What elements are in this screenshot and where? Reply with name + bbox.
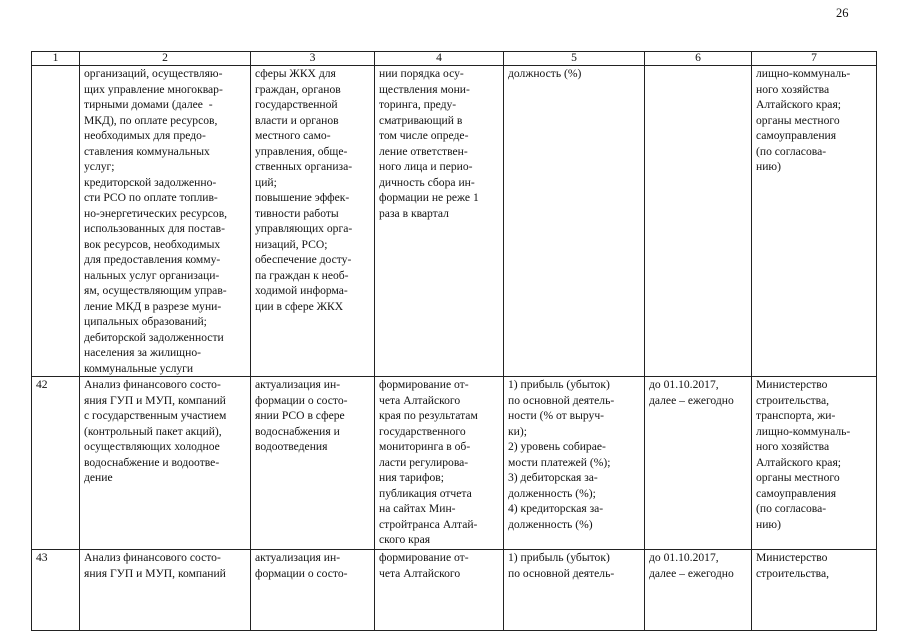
cell-text-line: на сайтах Мин- xyxy=(379,502,456,515)
cell-text-line: по основной деятель- xyxy=(508,393,615,407)
cell-text-line: ного хозяйства xyxy=(756,82,830,96)
cell-text-line: управления, обще- xyxy=(255,144,348,158)
cell-text-line: сти РСО по оплате топлив- xyxy=(84,191,218,204)
cell-text-line: до 01.10.2017, xyxy=(649,378,719,391)
cell-text-line: населения за жилищно- xyxy=(84,346,201,359)
cell-text-line: ществления мони- xyxy=(379,82,470,96)
cell-text-line: транспорта, жи- xyxy=(756,409,836,422)
cell-text-line: осуществляющих холодное xyxy=(84,440,220,453)
cell-text-line: с государственным участием xyxy=(84,409,227,422)
measure-cell xyxy=(80,66,251,377)
cell-text-line: нии порядка осу- xyxy=(379,67,464,80)
cell-text-line: 2) уровень собирае- xyxy=(508,440,606,453)
cell-text-line: нию) xyxy=(756,517,781,531)
cell-text-line: формации о состо- xyxy=(255,566,348,580)
header-cell-3: 3 xyxy=(251,52,375,66)
cell-text-line: па граждан к необ- xyxy=(255,268,349,282)
cell-text-line: но-энергетических ресурсов, xyxy=(84,206,228,220)
indicator-cell xyxy=(504,377,645,550)
cell-text-line: раза в квартал xyxy=(379,206,449,220)
cell-text-line: яния ГУП и МУП, компаний xyxy=(84,566,226,580)
row-number-cell: 42 xyxy=(32,377,80,550)
cell-text-line: мости платежей (%); xyxy=(508,455,611,469)
responsible-cell xyxy=(752,377,877,550)
cell-text-line: ласти регулирова- xyxy=(379,455,469,469)
cell-text-line: (по согласова- xyxy=(756,144,827,158)
cell-text-line: ходимой информа- xyxy=(255,284,348,297)
cell-text-line: обеспечение досту- xyxy=(255,253,352,266)
cell-text-line: ции в сфере ЖКХ xyxy=(255,299,344,313)
cell-text-line: щих управление многоквар- xyxy=(84,82,223,96)
cell-text-line: строительства, xyxy=(756,566,830,580)
cell-text-line: водоснабжения и xyxy=(255,424,340,438)
cell-text-line: для предоставления комму- xyxy=(84,253,221,266)
cell-text-line: ственных организа- xyxy=(255,160,353,173)
cell-text-line: чета Алтайского xyxy=(379,393,461,407)
cell-text-line: чета Алтайского xyxy=(379,566,461,580)
cell-text-line: 4) кредиторская за- xyxy=(508,502,604,515)
table-row xyxy=(32,66,877,377)
cell-text-line: (по согласова- xyxy=(756,502,827,515)
responsible-cell xyxy=(752,550,877,631)
cell-text-line: Алтайского края; xyxy=(756,455,841,469)
cell-text-line: ского края xyxy=(379,533,431,546)
measures-table xyxy=(31,51,877,631)
cell-text-line: далее – ежегодно xyxy=(649,566,734,580)
purpose-cell xyxy=(251,550,375,631)
cell-text-line: 1) прибыль (убыток) xyxy=(508,551,610,564)
deadline-cell xyxy=(645,377,752,550)
cell-text-line: тивности работы xyxy=(255,206,339,220)
cell-text-line: 3) дебиторская за- xyxy=(508,471,598,484)
cell-text-line: необходимых для предо- xyxy=(84,129,206,142)
header-cell-6: 6 xyxy=(645,52,752,66)
cell-text-line: дебиторской задолженности xyxy=(84,330,224,344)
cell-text-line: водоотведения xyxy=(255,440,328,453)
cell-text-line: граждан, органов xyxy=(255,82,341,96)
measure-cell xyxy=(80,550,251,631)
cell-text-line: сматривающий в xyxy=(379,113,463,127)
column-number-header-row xyxy=(32,52,877,66)
cell-text-line: власти и органов xyxy=(255,113,339,127)
cell-text-line: государственной xyxy=(255,98,338,111)
result-cell xyxy=(375,550,504,631)
indicator-cell xyxy=(504,66,645,377)
cell-text-line: торинга, преду- xyxy=(379,98,457,111)
cell-text-line: строительства, xyxy=(756,393,830,407)
cell-text-line: актуализация ин- xyxy=(255,378,341,391)
cell-text-line: ципальных образований; xyxy=(84,315,207,328)
result-cell xyxy=(375,377,504,550)
cell-text-line: (контрольный пакет акций), xyxy=(84,424,222,438)
cell-text-line: далее – ежегодно xyxy=(649,393,734,407)
cell-text-line: лищно-коммуналь- xyxy=(756,67,851,80)
cell-text-line: публикация отчета xyxy=(379,486,472,500)
cell-text-line: дение xyxy=(84,471,113,484)
header-cell-7: 7 xyxy=(752,52,877,66)
cell-text-line: ного хозяйства xyxy=(756,440,830,453)
responsible-cell xyxy=(752,66,877,377)
purpose-cell xyxy=(251,377,375,550)
result-cell xyxy=(375,66,504,377)
cell-text-line: по основной деятель- xyxy=(508,566,615,580)
cell-text-line: формирование от- xyxy=(379,378,469,391)
cell-text-line: ного лица и перио- xyxy=(379,160,473,173)
cell-text-line: мониторинга в об- xyxy=(379,440,471,453)
cell-text-line: до 01.10.2017, xyxy=(649,551,719,564)
cell-text-line: МКД), по оплате ресурсов, xyxy=(84,113,218,127)
cell-text-line: ставления коммунальных xyxy=(84,144,210,158)
cell-text-line: Алтайского края; xyxy=(756,98,841,111)
cell-text-line: формации о состо- xyxy=(255,393,348,407)
deadline-cell xyxy=(645,550,752,631)
cell-text-line: тирными домами (далее - xyxy=(84,98,213,111)
cell-text-line: услуг; xyxy=(84,160,115,173)
cell-text-line: водоснабжение и водоотве- xyxy=(84,455,220,469)
header-cell-5: 5 xyxy=(504,52,645,66)
cell-text-line: ций; xyxy=(255,175,277,189)
cell-text-line: формации не реже 1 xyxy=(379,191,479,204)
cell-text-line: низаций, РСО; xyxy=(255,237,328,251)
measure-cell xyxy=(80,377,251,550)
header-cell-1: 1 xyxy=(32,52,80,66)
table-row xyxy=(32,550,877,631)
cell-text-line: том числе опреде- xyxy=(379,129,469,142)
cell-text-line: самоуправления xyxy=(756,486,837,500)
cell-text-line: вок ресурсов, необходимых xyxy=(84,237,221,251)
header-cell-2: 2 xyxy=(80,52,251,66)
page-number: 26 xyxy=(836,6,849,20)
cell-text-line: повышение эффек- xyxy=(255,191,350,204)
cell-text-line: Министерство xyxy=(756,551,828,564)
cell-text-line: долженность (%) xyxy=(508,517,593,531)
cell-text-line: самоуправления xyxy=(756,129,837,142)
cell-text-line: Анализ финансового состо- xyxy=(84,551,221,564)
cell-text-line: органы местного xyxy=(756,113,840,127)
cell-text-line: янии РСО в сфере xyxy=(255,409,345,422)
row-number-cell xyxy=(32,66,80,377)
cell-text-line: актуализация ин- xyxy=(255,551,341,564)
row-number-cell: 43 xyxy=(32,550,80,631)
cell-text-line: стройтранса Алтай- xyxy=(379,517,478,531)
cell-text-line: 1) прибыль (убыток) xyxy=(508,378,610,391)
cell-text-line: края по результатам xyxy=(379,409,478,422)
cell-text-line: коммунальные услуги xyxy=(84,361,194,375)
cell-text-line: органы местного xyxy=(756,471,840,484)
cell-text-line: организаций, осуществляю- xyxy=(84,67,223,80)
cell-text-line: нальных услуг организаци- xyxy=(84,268,220,282)
cell-text-line: управляющих орга- xyxy=(255,222,353,235)
deadline-cell xyxy=(645,66,752,377)
cell-text-line: ям, осуществляющим управ- xyxy=(84,284,227,297)
cell-text-line: долженность (%); xyxy=(508,486,596,500)
header-cell-4: 4 xyxy=(375,52,504,66)
cell-text-line: дичность сбора ин- xyxy=(379,175,475,189)
cell-text-line: ности (% от выруч- xyxy=(508,409,605,422)
cell-text-line: лищно-коммуналь- xyxy=(756,424,851,438)
cell-text-line: яния ГУП и МУП, компаний xyxy=(84,393,226,407)
cell-text-line: государственного xyxy=(379,424,466,438)
purpose-cell xyxy=(251,66,375,377)
cell-text-line: Анализ финансового состо- xyxy=(84,378,221,391)
cell-text-line: формирование от- xyxy=(379,551,469,564)
indicator-cell xyxy=(504,550,645,631)
cell-text-line: ния тарифов; xyxy=(379,471,444,484)
cell-text-line: ки); xyxy=(508,424,527,438)
cell-text-line: использованных для постав- xyxy=(84,222,225,235)
cell-text-line: ление ответствен- xyxy=(379,144,468,158)
table-row xyxy=(32,377,877,550)
cell-text-line: сферы ЖКХ для xyxy=(255,67,336,80)
cell-text-line: кредиторской задолженно- xyxy=(84,175,217,189)
cell-text-line: нию) xyxy=(756,160,781,173)
cell-text-line: должность (%) xyxy=(508,67,582,80)
cell-text-line: местного само- xyxy=(255,129,331,142)
cell-text-line: ление МКД в разрезе муни- xyxy=(84,299,222,313)
cell-text-line: Министерство xyxy=(756,378,828,391)
